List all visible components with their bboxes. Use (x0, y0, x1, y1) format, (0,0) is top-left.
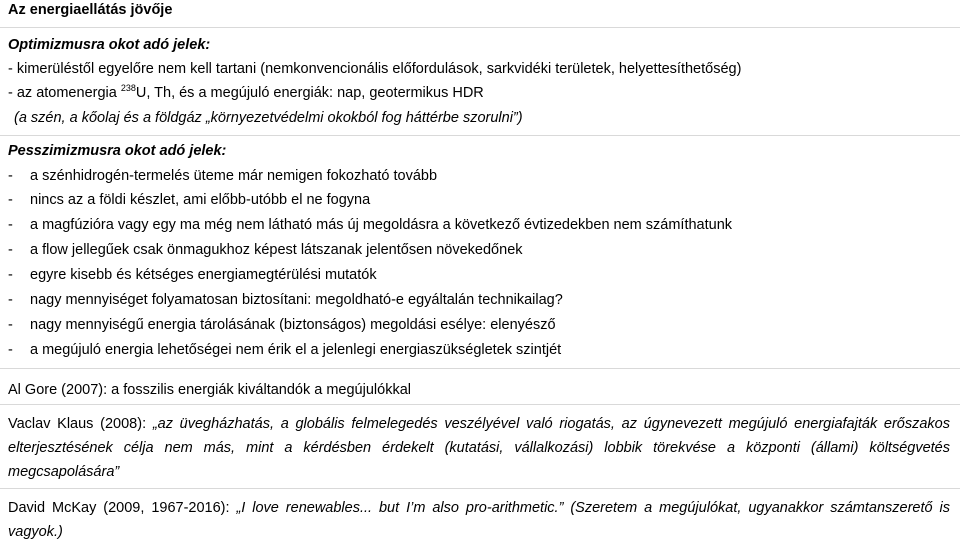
optimistic-item: - az atomenergia $^{238}$U, Th, és a megújuló energiák: nap, geotermikus HDR (8, 83, 484, 101)
divider (0, 488, 960, 489)
page-title: Az energiaellátás jövője (8, 2, 173, 18)
list-item: - a megújuló energia lehetőségei nem érik el a jelenlegi energiaszükségletek szintjét (8, 342, 562, 358)
divider (0, 404, 960, 405)
list-item: - nagy mennyiségű energia tárolásának (biztonságos) megoldási esélye: elenyésző (8, 317, 556, 333)
divider (0, 135, 960, 136)
list-item: - a flow jellegűek csak önmagukhoz képest látszanak jelentősen növekedőnek (8, 242, 523, 258)
pessimistic-heading: Pesszimizmusra okot adó jelek: (8, 143, 227, 159)
list-item: - nincs az a földi készlet, ami előbb-utóbb el ne fogyna (8, 192, 371, 208)
optimistic-item: - kimerüléstől egyelőre nem kell tartani (nemkonvencionális előfordulások, sarkvidéki területek, helyettesíthetőség) (8, 61, 742, 77)
isotope-superscript: 238 (120, 83, 136, 93)
list-item: - a magfúzióra vagy egy ma még nem látható más új megoldásra a következő évtizedekben nem számíthatunk (8, 217, 733, 233)
divider (0, 27, 960, 28)
mckay-author: David McKay (2009, 1967-2016): (8, 500, 237, 516)
divider (0, 368, 960, 369)
mckay-quote-text: „I love renewables... but I’m also pro-arithmetic.” (Szeretem a megújulókat, ugyanakkor számtanszerető is vagyok.) (8, 500, 950, 540)
klaus-author: Vaclav Klaus (2008): (8, 416, 153, 432)
optimistic-note: (a szén, a kőolaj és a földgáz „környezetvédelmi okokból fog háttérbe szorulni”) (14, 110, 523, 126)
mckay-quote (8, 496, 950, 544)
list-item: - egyre kisebb és kétséges energiamegtérülési mutatók (8, 267, 377, 283)
list-item: - a szénhidrogén-termelés üteme már nemigen fokozható tovább (8, 168, 438, 184)
gore-quote: Al Gore (2007): a fosszilis energiák kiváltandók a megújulókkal (8, 382, 411, 398)
klaus-quote-text: „az üvegházhatás, a globális felmelegedés veszélyével való riogatás, az úgynevezett megújuló energiafajták erőszakos elterjesztésének célja nem más, mint a kérdésben érdekelt (kutatási, vállalkozási) lobbik törekvése a központi (állami) költségvetés megcsapolására” (8, 416, 950, 480)
klaus-quote (8, 412, 950, 484)
optimistic-heading: Optimizmusra okot adó jelek: (8, 37, 211, 53)
list-item: - nagy mennyiséget folyamatosan biztosítani: megoldható-e egyáltalán technikailag? (8, 292, 563, 308)
